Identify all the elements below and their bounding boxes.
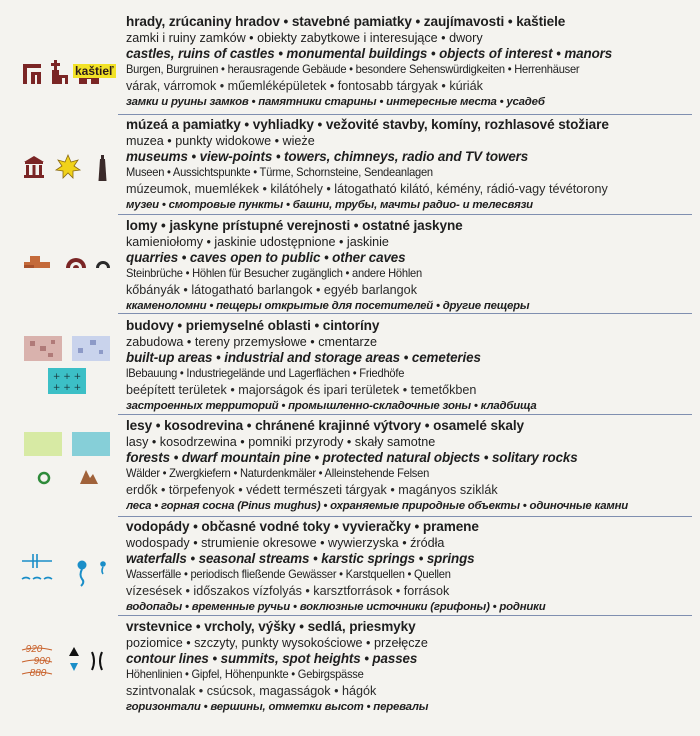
polish-line: poziomice • szczyty, punkty wysokościowe • przełęcze xyxy=(126,636,428,650)
legend-section-forests xyxy=(0,418,700,516)
spring-icon xyxy=(100,561,106,574)
english-line: built-up areas • industrial and storage areas • cemeteries xyxy=(126,350,481,365)
hungarian-line: várak, várromok • műemléképületek • fontosabb tárgyak • kúriák xyxy=(126,79,483,93)
castles-text xyxy=(126,14,696,110)
industrial-area-swatch xyxy=(72,336,110,361)
contour-lines-icon xyxy=(22,644,52,679)
natural-object-icon xyxy=(39,473,49,483)
castle-ruin-icon xyxy=(23,64,41,84)
section-divider xyxy=(118,516,692,517)
english-line: museums • view-points • towers, chimneys, radio and TV towers xyxy=(126,149,529,164)
rock-icon xyxy=(80,470,98,484)
german-line: Höhenlinien • Gipfel, Höhenpunkte • Gebirgspässe xyxy=(126,668,364,681)
seasonal-stream-icon xyxy=(22,578,52,580)
forests-text xyxy=(126,418,696,514)
cave-icon xyxy=(96,261,110,268)
pass-icon xyxy=(92,652,102,670)
section-divider xyxy=(118,615,692,616)
russian-line: водопады • временные ручьи • воклюзные источники (грифоны) • родники xyxy=(126,601,546,613)
legend-section-builtup xyxy=(0,318,700,416)
hungarian-line: erdők • törpefenyok • védett természeti tárgyak • magányos sziklák xyxy=(126,483,498,497)
hungarian-line: vízesések • időszakos vízfolyás • karsztforrások • források xyxy=(126,584,450,598)
summit-icon xyxy=(69,647,79,656)
hungarian-line: beépített területek • majorságok és ipari területek • temetőkben xyxy=(126,383,477,397)
forest-swatch xyxy=(24,432,62,456)
tower-icon xyxy=(99,155,107,181)
section-divider xyxy=(118,114,692,115)
manor-label: kaštieľ xyxy=(75,64,114,78)
quarries-text xyxy=(126,218,696,314)
hungarian-line: múzeumok, muemlékek • kilátóhely • látogatható kilátó, kémény, rádió-vagy tévétorony xyxy=(126,182,608,196)
builtup-text xyxy=(126,318,696,414)
spot-height-icon xyxy=(70,663,78,671)
slovak-line: lomy • jaskyne prístupné verejnosti • ostatné jaskyne xyxy=(126,218,463,233)
legend-section-contours xyxy=(0,619,700,719)
contour-label-880: 880 xyxy=(29,668,47,679)
polish-line: muzea • punkty widokowe • wieże xyxy=(126,134,315,148)
russian-line: застроенных территорий • промышленно-складочные зоны • кладбища xyxy=(126,400,537,412)
contours-text xyxy=(126,619,696,715)
english-line: castles, ruins of castles • monumental buildings • objects of interest • manors xyxy=(126,46,613,61)
legend-section-castles xyxy=(0,14,700,114)
section-divider xyxy=(118,414,692,415)
polish-line: zamki i ruiny zamków • obiekty zabytkowe i interesujące • dwory xyxy=(126,31,483,45)
polish-line: zabudowa • tereny przemysłowe • cmentarze xyxy=(126,335,378,349)
waterfall-icon xyxy=(22,554,52,568)
slovak-line: vrstevnice • vrcholy, výšky • sedlá, priesmyky xyxy=(126,619,416,634)
slovak-line: múzeá a pamiatky • vyhliadky • vežovité stavby, komíny, rozhlasové stožiare xyxy=(126,117,609,132)
german-line: Steinbrüche • Höhlen für Besucher zugänglich • andere Höhlen xyxy=(126,267,422,280)
contour-label-920: 920 xyxy=(25,644,43,655)
hungarian-line: szintvonalak • csúcsok, magasságok • hágók xyxy=(126,684,377,698)
slovak-line: lesy • kosodrevina • chránené krajinné výtvory • osamelé skaly xyxy=(126,418,524,433)
slovak-line: budovy • priemyselné oblasti • cintoríny xyxy=(126,318,380,333)
english-line: quarries • caves open to public • other caves xyxy=(126,250,406,265)
monument-building-icon xyxy=(51,60,68,84)
museums-text xyxy=(126,117,696,213)
english-line: contour lines • summits, spot heights • passes xyxy=(126,651,418,666)
russian-line: ккаменоломни • пещеры открытые для посетителей • другие пещеры xyxy=(126,300,530,312)
karst-spring-icon xyxy=(78,561,87,587)
dwarf-pine-swatch xyxy=(72,432,110,456)
built-up-area-swatch xyxy=(24,336,62,361)
cemetery-swatch xyxy=(48,368,86,394)
legend-section-waterfalls xyxy=(0,519,700,615)
german-line: Wasserfälle • periodisch fließende Gewässer • Karstquellen • Quellen xyxy=(126,568,451,581)
section-divider xyxy=(118,313,692,314)
open-cave-icon xyxy=(66,258,86,268)
german-line: Museen • Aussichtspunkte • Türme, Schornsteine, Sendeanlagen xyxy=(126,166,433,179)
russian-line: леса • горная сосна (Pinus mughus) • охраняемые природные объекты • одиночные камни xyxy=(126,500,629,512)
english-line: forests • dwarf mountain pine • protected natural objects • solitary rocks xyxy=(126,450,578,465)
viewpoint-icon xyxy=(56,155,80,178)
russian-line: замки и руины замков • памятники старины • интересные места • усадеб xyxy=(126,96,545,108)
polish-line: lasy • kosodrzewina • pomniki przyrody • skały samotne xyxy=(126,435,436,449)
legend-section-quarries xyxy=(0,218,700,314)
legend-section-museums xyxy=(0,117,700,215)
hungarian-line: kőbányák • látogatható barlangok • egyéb barlangok xyxy=(126,283,417,297)
german-line: Wälder • Zwergkiefern • Naturdenkmäler • Alleinstehende Felsen xyxy=(126,467,430,480)
svg-text:+ + +: + + + xyxy=(52,372,82,382)
waterfalls-text xyxy=(126,519,696,615)
section-divider xyxy=(118,214,692,215)
german-line: Burgen, Burgruinen • herausragende Gebäude • besondere Sehenswürdigkeiten • Herrenhäuser xyxy=(126,63,580,76)
german-line: lBebauung • Industriegelände und Lagerflächen • Friedhöfe xyxy=(126,367,405,380)
slovak-line: hrady, zrúcaniny hradov • stavebné pamiatky • zaujímavosti • kaštiele xyxy=(126,14,566,29)
contour-label-900: 900 xyxy=(33,656,51,667)
polish-line: wodospady • strumienie okresowe • wywierzyska • źródła xyxy=(126,536,445,550)
english-line: waterfalls • seasonal streams • karstic springs • springs xyxy=(126,551,475,566)
quarry-icon xyxy=(24,256,50,268)
russian-line: музеи • смотровые пункты • башни, трубы, мачты радио- и телесвязи xyxy=(126,199,533,211)
museum-icon xyxy=(24,156,44,178)
svg-text:+ + +: + + + xyxy=(52,383,82,393)
polish-line: kamieniołomy • jaskinie udostępnione • jaskinie xyxy=(126,235,389,249)
slovak-line: vodopády • občasné vodné toky • vyvieračky • pramene xyxy=(126,519,479,534)
russian-line: горизонтали • вершины, отметки высот • перевалы xyxy=(126,701,429,713)
